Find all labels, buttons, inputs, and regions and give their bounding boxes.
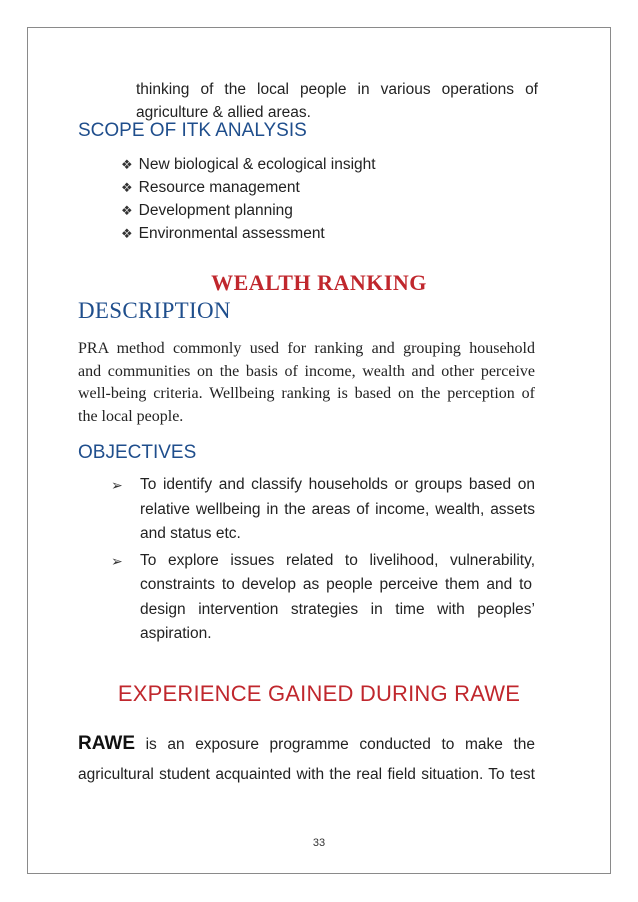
rawe-line-1 bbox=[78, 729, 535, 760]
arrow-bullet-icon: ➢ bbox=[111, 477, 123, 493]
list-item-text: Environmental assessment bbox=[138, 225, 325, 242]
objective-line: relative wellbeing in the areas of income, wealth, assets bbox=[140, 500, 535, 518]
intro-line-1: thinking of the local people in various operations of bbox=[136, 81, 538, 98]
description-line: the local people. bbox=[78, 407, 184, 425]
diamond-bullet-icon: ❖ bbox=[121, 226, 133, 241]
list-item bbox=[121, 176, 376, 199]
description-line: and communities on the basis of income, wealth and other perceive bbox=[78, 362, 535, 380]
description-paragraph bbox=[78, 338, 535, 428]
list-item bbox=[111, 473, 535, 547]
intro-line-2: agriculture & allied areas. bbox=[136, 104, 311, 121]
page-number: 33 bbox=[312, 837, 326, 849]
diamond-bullet-icon: ❖ bbox=[121, 157, 133, 172]
objective-line: To explore issues related to livelihood, vulnerability, bbox=[140, 551, 535, 569]
list-item bbox=[121, 153, 376, 176]
list-item bbox=[121, 199, 376, 222]
objective-line: constraints to develop as people perceive them and to bbox=[140, 576, 532, 593]
objective-line: and status etc. bbox=[140, 525, 241, 542]
objective-line: aspiration. bbox=[140, 625, 212, 642]
list-item bbox=[121, 222, 376, 245]
rawe-paragraph bbox=[78, 729, 535, 790]
objectives-list bbox=[111, 473, 535, 649]
description-line: well-being criteria. Wellbeing ranking is based on the perception of bbox=[78, 385, 535, 402]
list-item bbox=[111, 549, 535, 647]
diamond-bullet-icon: ❖ bbox=[121, 180, 133, 195]
list-item-text: Development planning bbox=[138, 202, 293, 219]
list-item-text: New biological & ecological insight bbox=[138, 156, 376, 173]
arrow-bullet-icon: ➢ bbox=[111, 552, 123, 569]
scope-list bbox=[121, 153, 376, 245]
scope-heading: SCOPE OF ITK ANALYSIS bbox=[78, 120, 307, 141]
objectives-heading: OBJECTIVES bbox=[78, 442, 197, 463]
rawe-lead-word: RAWE bbox=[78, 733, 135, 754]
list-item-text: Resource management bbox=[138, 179, 300, 196]
experience-title: EXPERIENCE GAINED DURING RAWE bbox=[117, 681, 521, 706]
rawe-line-1-text: is an exposure programme conducted to make the bbox=[145, 736, 536, 753]
intro-paragraph bbox=[136, 78, 538, 124]
objective-line: To identify and classify households or groups based on bbox=[140, 476, 535, 493]
wealth-ranking-title: WEALTH RANKING bbox=[211, 270, 427, 295]
rawe-line-2: agricultural student acquainted with the real field situation. To test bbox=[78, 766, 535, 783]
description-heading: DESCRIPTION bbox=[78, 298, 231, 323]
description-line: PRA method commonly used for ranking and grouping household bbox=[78, 340, 535, 357]
diamond-bullet-icon: ❖ bbox=[121, 203, 133, 218]
objective-line: design intervention strategies in time with peoples’ bbox=[140, 600, 535, 618]
